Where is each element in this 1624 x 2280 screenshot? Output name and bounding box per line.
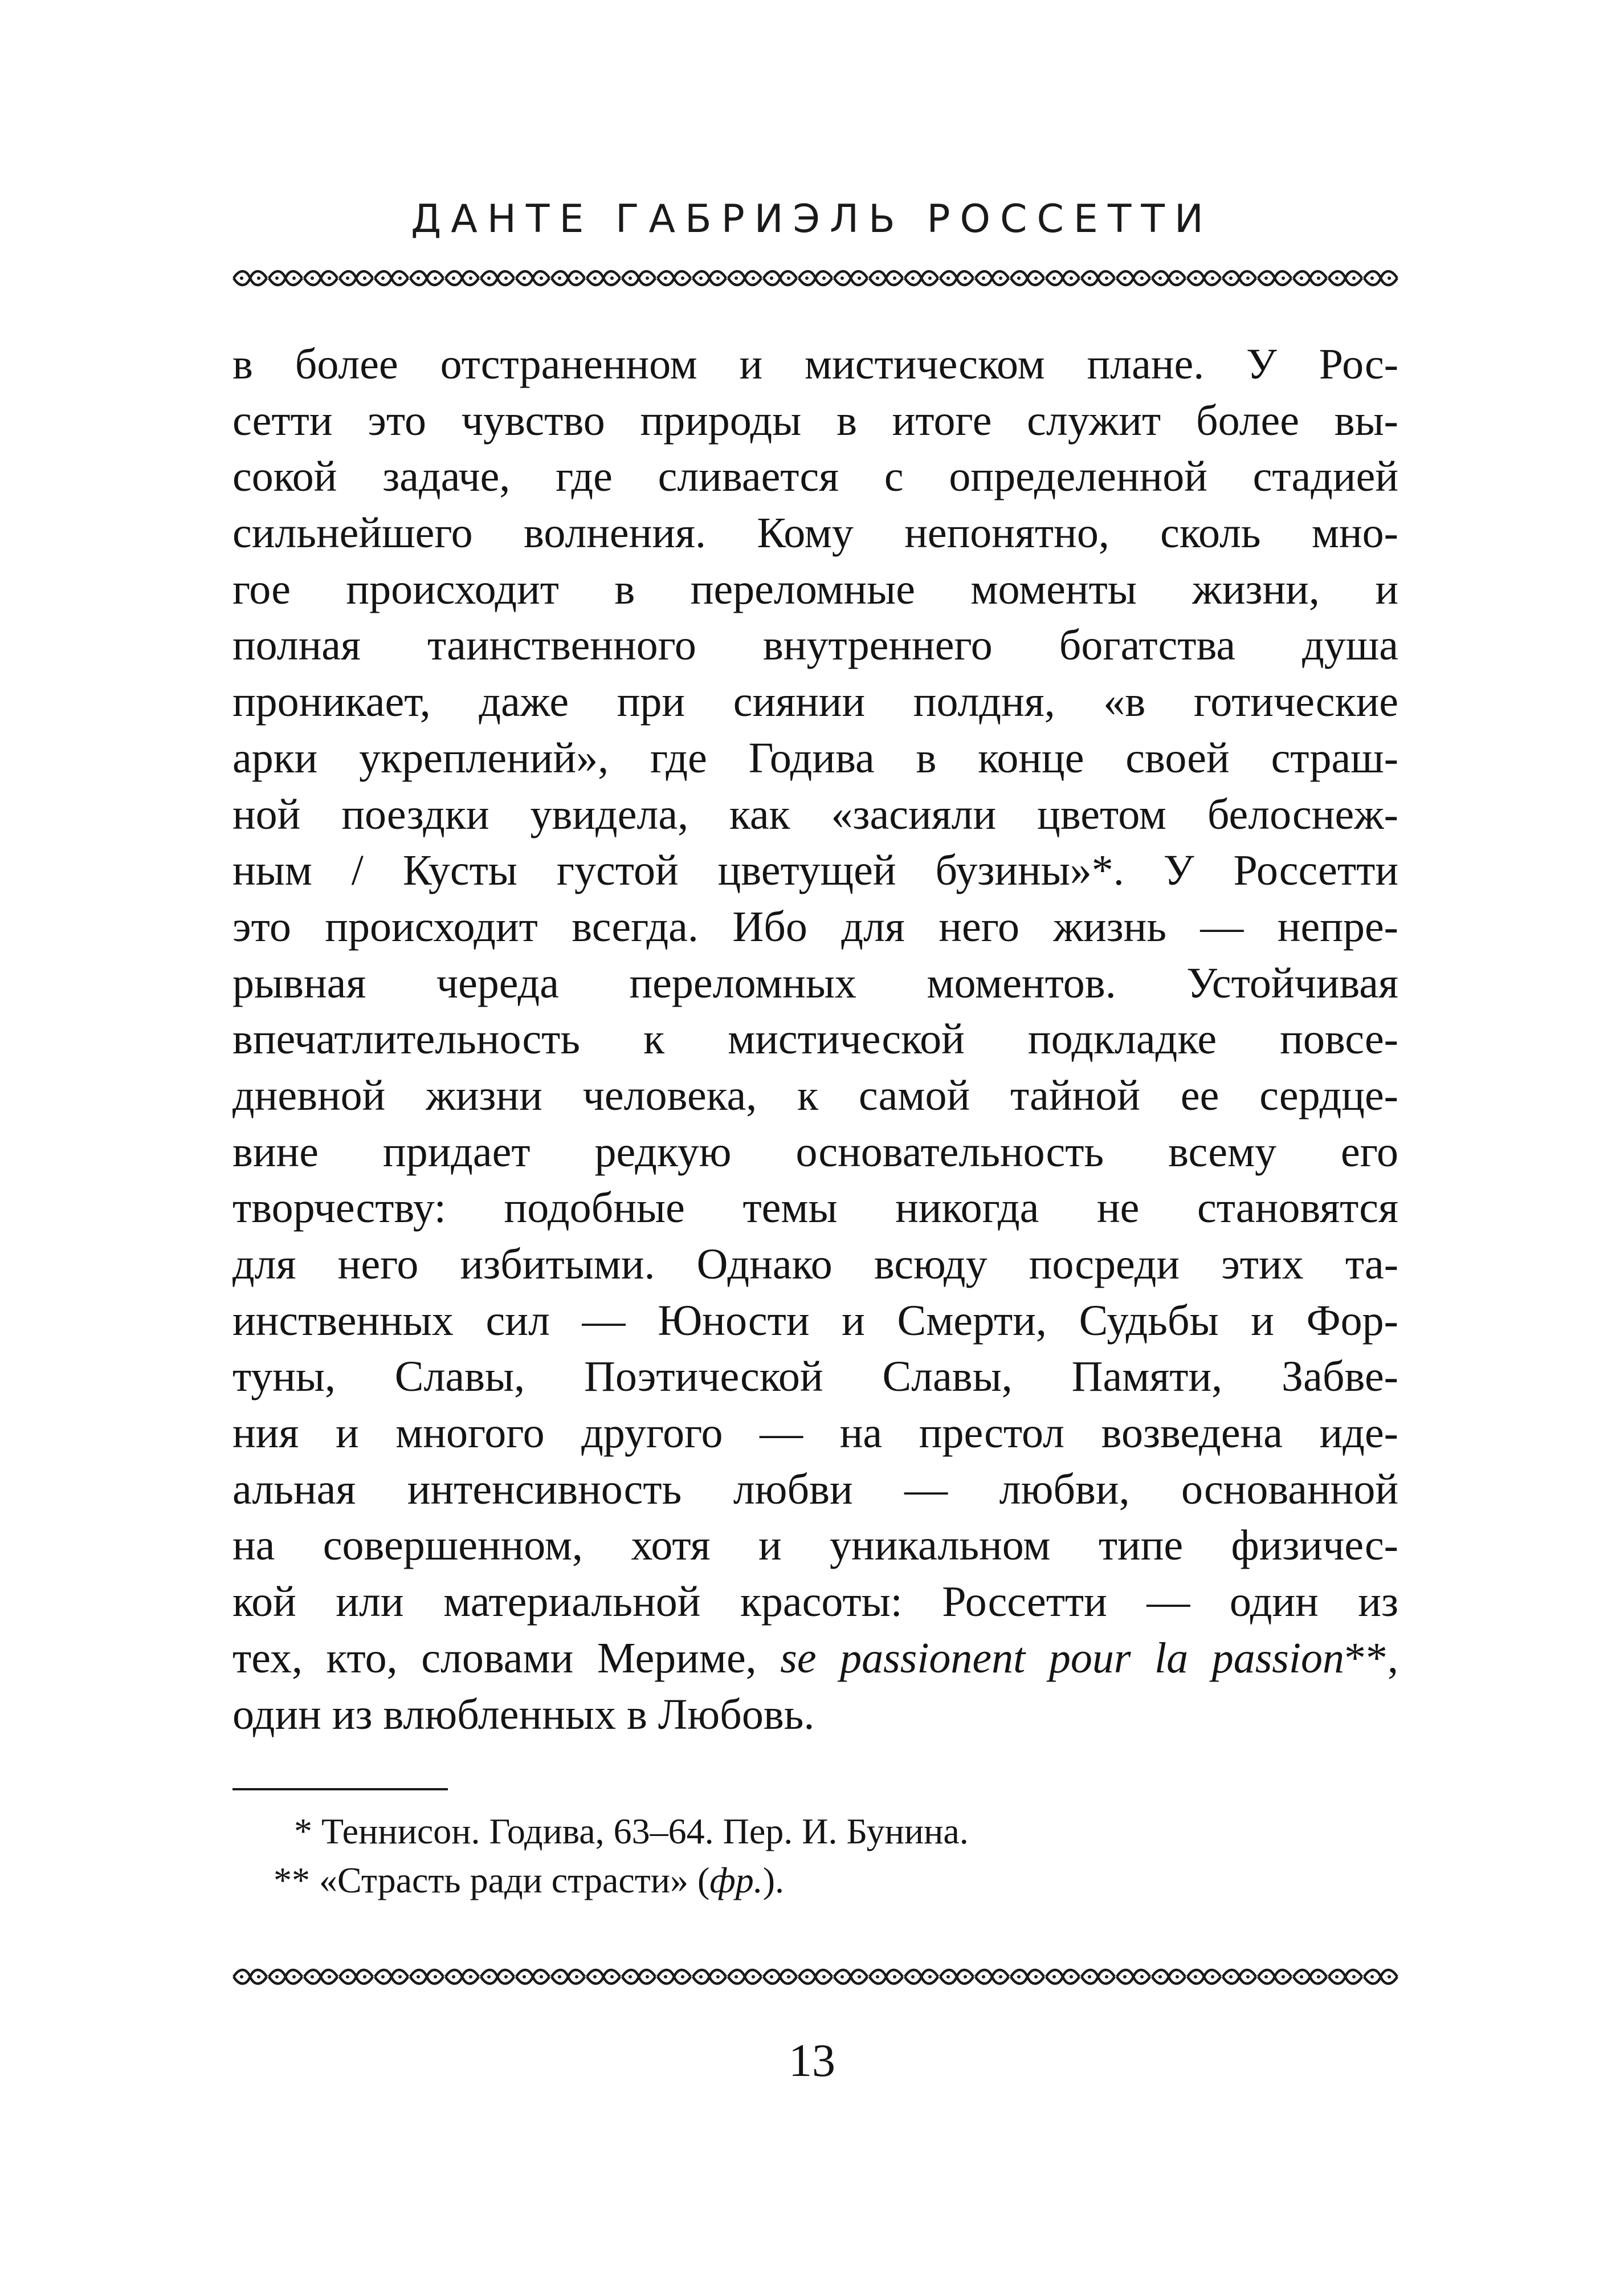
running-head: ДАНТЕ ГАБРИЭЛЬ РОССЕТТИ	[411, 197, 1213, 242]
footnote-2-text: ** «Страсть ради страсти» (	[274, 1860, 710, 1900]
footnote-1: * Теннисон. Годива, 63–64. Пер. И. Бунина.	[294, 1811, 969, 1851]
bottom-ornament-border	[232, 1965, 1398, 1988]
text-line: на совершенном, хотя и уникальном типе физичес-	[232, 1521, 1398, 1570]
text-line: для него избитыми. Однако всюду посреди этих та-	[232, 1240, 1398, 1288]
text-line: ной поездки увидела, как «засияли цветом белоснеж-	[232, 790, 1398, 838]
text-line: сетти это чувство природы в итоге служит более вы-	[232, 396, 1398, 445]
text-line-with-quote	[232, 1630, 1398, 1687]
page-number: 13	[789, 2034, 835, 2086]
body-text	[232, 336, 1398, 1742]
italic-french-quote: se passionent pour la passion	[780, 1634, 1344, 1682]
text-line: ным / Кусты густой цветущей бузины»*. У Россетти	[232, 846, 1398, 895]
text-line: дневной жизни человека, к самой тайной ее сердце-	[232, 1071, 1398, 1119]
text-line: туны, Славы, Поэтической Славы, Памяти, Забве-	[232, 1353, 1398, 1401]
top-ornament-border	[232, 267, 1398, 290]
text-line: инственных сил — Юности и Смерти, Судьбы и Фор-	[232, 1296, 1398, 1345]
text-segment: тех, кто, словами Мериме,	[232, 1634, 781, 1682]
text-line: полная таинственного внутреннего богатства душа	[232, 621, 1398, 670]
text-line: альная интенсивность любви — любви, основанной	[232, 1465, 1398, 1513]
text-line: впечатлительность к мистической подкладке повсе-	[232, 1015, 1398, 1064]
text-line: гое происходит в переломные моменты жизни, и	[232, 565, 1398, 613]
text-line: это происходит всегда. Ибо для него жизнь — непре-	[232, 902, 1398, 951]
text-line: сильнейшего волнения. Кому непонятно, сколь мно-	[232, 509, 1398, 557]
text-line: вине придает редкую основательность всему его	[232, 1127, 1398, 1176]
footnote-2-end: ).	[762, 1860, 785, 1900]
text-line: ния и многого другого — на престол возведена иде-	[232, 1409, 1398, 1457]
footnote-2	[232, 1856, 1398, 1905]
text-line: творчеству: подобные темы никогда не становятся	[232, 1184, 1398, 1232]
footnotes	[232, 1807, 1398, 1905]
text-line: кой или материальной красоты: Россетти — один из	[232, 1578, 1398, 1626]
text-line: сокой задаче, где сливается с определенной стадией	[232, 453, 1398, 501]
text-line: рывная череда переломных моментов. Устойчивая	[232, 959, 1398, 1007]
text-line: проникает, даже при сиянии полдня, «в готические	[232, 678, 1398, 726]
text-line-last: один из влюбленных в Любовь.	[232, 1690, 815, 1738]
text-segment: **,	[1344, 1634, 1398, 1682]
footnote-2-italic: фр.	[709, 1860, 763, 1900]
text-line: арки укреплений», где Годива в конце своей страш-	[232, 734, 1398, 782]
text-line: в более отстраненном и мистическом плане. У Рос-	[232, 340, 1398, 388]
footnote-separator	[232, 1788, 448, 1790]
